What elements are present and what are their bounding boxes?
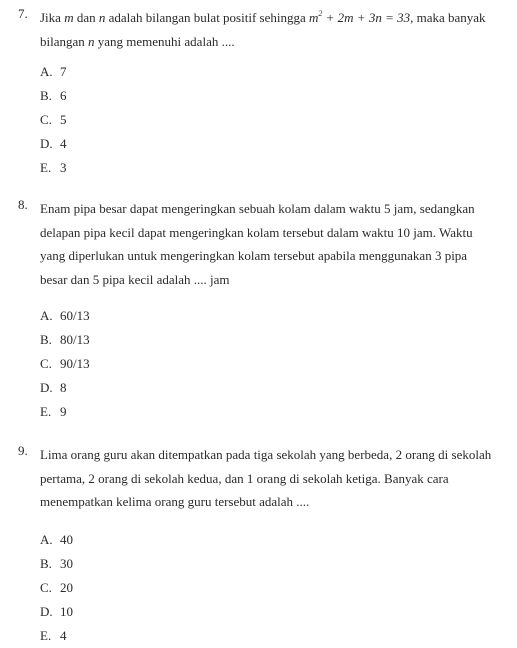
stem-line: pertama, 2 orang di sekolah kedua, dan 1 orang di sekolah ketiga. Banyak cara [40, 470, 449, 486]
option-text: 3 [60, 160, 67, 175]
option-text: 9 [60, 404, 67, 419]
stem-text: adalah bilangan bulat positif sehingga [105, 10, 309, 25]
question-stem [40, 443, 513, 514]
stem-line: besar dan 5 pipa kecil adalah .... jam [40, 271, 230, 287]
option-letter: E. [40, 627, 52, 643]
option-letter: B. [40, 555, 52, 571]
option-text: 4 [60, 627, 67, 643]
variable-n: n [88, 33, 95, 49]
option-letter: B. [40, 88, 52, 103]
option-d[interactable] [40, 132, 513, 156]
question-8 [18, 197, 513, 424]
equation-exponent: 2 [318, 9, 323, 18]
variable-n: n [98, 10, 106, 25]
option-letter: B. [40, 332, 52, 347]
option-letter: D. [40, 603, 53, 619]
option-e[interactable] [40, 624, 513, 648]
option-text: 10 [60, 603, 73, 619]
answer-options [40, 60, 513, 180]
option-d[interactable] [40, 376, 513, 400]
option-c[interactable] [40, 108, 513, 132]
option-d[interactable] [40, 600, 513, 624]
option-letter: D. [40, 136, 53, 151]
question-number: 9. [18, 443, 28, 458]
stem-line: delapan pipa kecil dapat mengeringkan kolam tersebut dalam waktu 10 jam. Waktu [40, 224, 473, 240]
option-text: 60/13 [60, 308, 90, 323]
equation-term: m [309, 10, 319, 25]
option-b[interactable] [40, 84, 513, 108]
option-text: 4 [60, 136, 67, 151]
option-c[interactable] [40, 576, 513, 600]
option-b[interactable] [40, 552, 513, 576]
option-letter: A. [40, 64, 53, 79]
stem-text: bilangan [40, 33, 89, 49]
option-text: 7 [60, 64, 67, 79]
stem-line [40, 6, 513, 30]
option-a[interactable] [40, 60, 513, 84]
option-text: 30 [60, 555, 73, 571]
option-letter: D. [40, 380, 53, 395]
option-e[interactable] [40, 156, 513, 180]
question-7 [18, 6, 513, 180]
stem-text: Jika [40, 10, 65, 25]
stem-line: Enam pipa besar dapat mengeringkan sebuah kolam dalam waktu 5 jam, sedangkan [40, 201, 475, 216]
question-stem [40, 6, 513, 53]
option-c[interactable] [40, 352, 513, 376]
stem-text: , maka banyak [410, 10, 486, 25]
equation [309, 10, 410, 25]
answer-options [40, 528, 513, 648]
stem-text: yang memenuhi adalah .... [94, 33, 235, 49]
option-text: 20 [60, 579, 73, 595]
option-e[interactable] [40, 400, 513, 424]
option-text: 8 [60, 380, 67, 395]
option-letter: E. [40, 160, 52, 175]
stem-text: dan [73, 10, 99, 25]
stem-line [40, 30, 513, 54]
question-number: 8. [18, 197, 28, 212]
stem-line: yang diperlukan untuk mengeringkan kolam tersebut apabila menggunakan 3 pipa [40, 248, 468, 263]
option-b[interactable] [40, 328, 513, 352]
variable-m: m [64, 10, 74, 25]
option-letter: C. [40, 579, 52, 595]
question-stem [40, 197, 513, 291]
option-text: 6 [60, 88, 67, 103]
option-letter: A. [40, 308, 53, 323]
option-letter: C. [40, 112, 52, 127]
stem-line: menempatkan kelima orang guru tersebut adalah .... [40, 494, 310, 509]
answer-options [40, 304, 513, 424]
question-number: 7. [18, 6, 28, 21]
equation-rest: + 2m + 3n = 33 [322, 10, 411, 25]
option-a[interactable] [40, 304, 513, 328]
option-letter: C. [40, 356, 52, 371]
option-letter: E. [40, 404, 52, 419]
option-letter: A. [40, 531, 53, 547]
option-text: 90/13 [60, 356, 90, 371]
option-a[interactable] [40, 528, 513, 552]
option-text: 40 [60, 531, 73, 547]
option-text: 80/13 [60, 332, 90, 347]
question-9 [18, 443, 513, 648]
option-text: 5 [60, 112, 67, 127]
stem-line: Lima orang guru akan ditempatkan pada tiga sekolah yang berbeda, 2 orang di sekolah [40, 447, 492, 462]
